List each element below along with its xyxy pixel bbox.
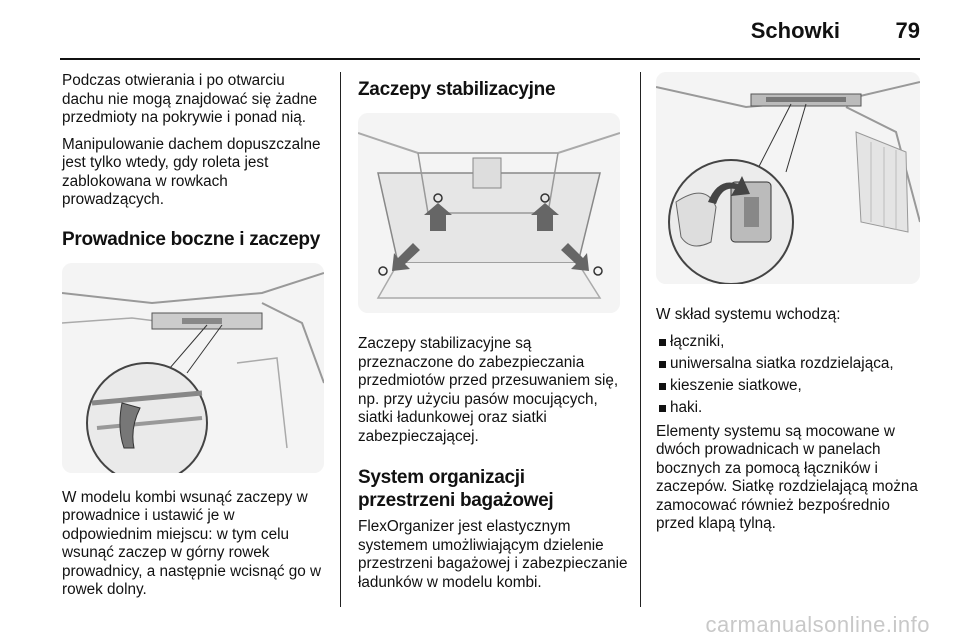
paragraph-system-intro: W skład systemu wchodzą: <box>656 306 841 323</box>
figure-flexorganizer <box>656 72 920 284</box>
paragraph-roof-opening: Podczas otwierania i po otwarciu dachu nie mogą znajdować się żadne przedmioty na pokrywie i ponad nią. <box>62 72 318 126</box>
column-1 <box>62 72 324 600</box>
header-rule <box>60 58 920 60</box>
paragraph-roof-operation: Manipulowanie dachem dopuszczalne jest tylko wtedy, gdy roleta jest zablokowana w rowkach prowadzących. <box>62 135 321 208</box>
column-2 <box>358 72 628 592</box>
page-number: 79 <box>895 18 920 43</box>
paragraph-side-rails: W modelu kombi wsunąć zaczepy w prowadnice i ustawić je w odpowiednim miejscu: w tym celu wsunąć zaczep w górny rowek prowadnicy, a następnie wcisnąć go w rowek dolny. <box>62 488 322 598</box>
figure-stabilizing-hooks <box>358 113 620 313</box>
bullet-square-icon <box>659 383 666 390</box>
bullet-square-icon <box>659 405 666 412</box>
heading-side-rails: Prowadnice boczne i zaczepy <box>62 228 320 250</box>
heading-system-line-1: System organizacji <box>358 467 525 488</box>
list-item: haki. <box>656 397 920 419</box>
paragraph-system-mounting: Elementy systemu są mocowane w dwóch prowadnicach w panelach bocznych za pomocą łączników i zaczepów. Siatkę rozdzielającą można zamocować również bezpośrednio przed klapą tylną. <box>656 422 918 532</box>
column-divider-1 <box>340 72 341 607</box>
watermark: carmanualsonline.info <box>705 612 930 637</box>
page-header <box>0 0 960 62</box>
list-item: kieszenie siatkowe, <box>656 375 920 397</box>
bullet-square-icon <box>659 339 666 346</box>
list-item: łączniki, <box>656 331 920 353</box>
list-item: uniwersalna siatka rozdzielająca, <box>656 353 920 375</box>
heading-stabilizing-hooks: Zaczepy stabilizacyjne <box>358 79 556 100</box>
bullet-square-icon <box>659 361 666 368</box>
column-divider-2 <box>640 72 641 607</box>
figure-side-rails <box>62 263 324 473</box>
column-3 <box>656 72 920 534</box>
header-title: Schowki <box>750 18 840 43</box>
paragraph-stabilizing-hooks: Zaczepy stabilizacyjne są przeznaczone do zabezpieczania przedmiotów przed przesuwaniem się, np. przy użyciu pasów mocujących, siatki ładunkowej oraz siatki zabezpieczającej. <box>358 335 619 445</box>
paragraph-flexorganizer: FlexOrganizer jest elastycznym systemem umożliwiającym dzielenie przestrzeni bagażowej i zabezpieczanie ładunków w modelu kombi. <box>358 518 628 591</box>
component-list <box>656 331 920 419</box>
heading-system-line-2: przestrzeni bagażowej <box>358 490 554 511</box>
